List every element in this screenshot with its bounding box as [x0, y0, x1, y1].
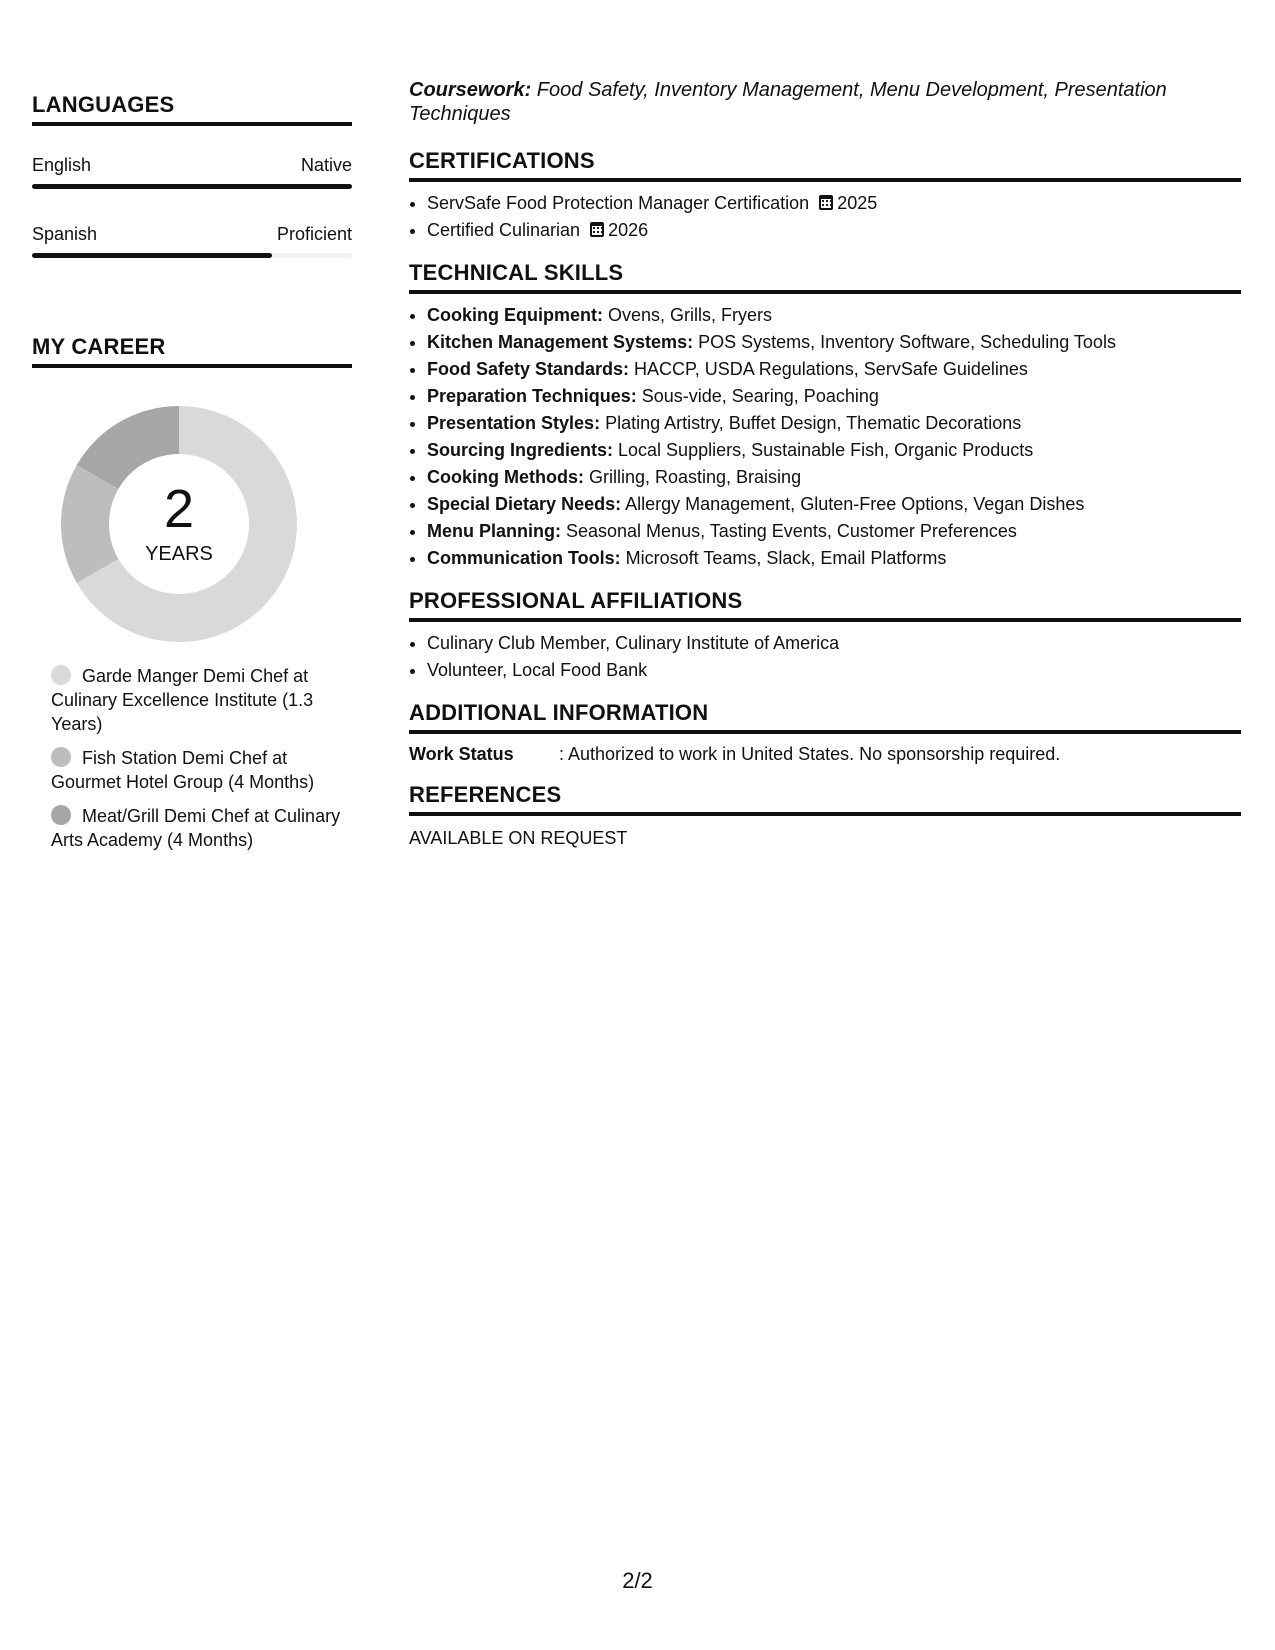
legend-label: Garde Manger Demi Chef at Culinary Excellence Institute (1.3 Years) [51, 666, 314, 734]
language-level: Proficient [276, 224, 352, 244]
skill-label: Food Safety Standards: [427, 359, 630, 379]
list-item [427, 217, 1241, 244]
skill-value: Allergy Management, Gluten-Free Options, Vegan Dishes [621, 494, 1085, 514]
list-item [427, 329, 1241, 356]
skill-label: Presentation Styles: [427, 413, 601, 433]
list-item [427, 383, 1241, 410]
career-donut-chart [32, 394, 352, 654]
work-status-value: : Authorized to work in United States. No sponsorship required. [559, 744, 1061, 764]
list-item [427, 491, 1241, 518]
languages-title: LANGUAGES [32, 92, 352, 126]
skill-value: HACCP, USDA Regulations, ServSafe Guidelines [629, 359, 1028, 379]
calendar-icon [590, 222, 604, 237]
skill-value: Local Suppliers, Sustainable Fish, Organic Products [613, 440, 1034, 460]
skill-label: Special Dietary Needs: [427, 494, 622, 514]
language-bar-track [32, 253, 352, 258]
coursework-label: Coursework: [409, 79, 532, 101]
list-item [427, 437, 1241, 464]
legend-item [32, 746, 352, 794]
list-item [427, 356, 1241, 383]
list-item [427, 190, 1241, 217]
career-donut-svg [32, 394, 352, 654]
skill-value: Seasonal Menus, Tasting Events, Customer Preferences [561, 521, 1017, 541]
career-total-unit: YEARS [145, 543, 213, 565]
skill-label: Cooking Equipment: [427, 305, 603, 325]
page-number: 2/2 [622, 1568, 653, 1593]
calendar-icon [819, 195, 833, 210]
work-status-row [409, 742, 1241, 766]
skill-value: Plating Artistry, Buffet Design, Thematic Decorations [600, 413, 1022, 433]
certification-year: 2025 [837, 193, 878, 213]
list-item [427, 302, 1241, 329]
legend-label: Meat/Grill Demi Chef at Culinary Arts Academy (4 Months) [51, 806, 341, 850]
work-status-label: Work Status [409, 744, 514, 764]
skill-value: Ovens, Grills, Fryers [602, 305, 772, 325]
career-title: MY CAREER [32, 334, 352, 368]
additional-info-title: ADDITIONAL INFORMATION [409, 700, 1241, 734]
language-level: Native [300, 155, 352, 175]
coursework [409, 78, 1241, 126]
list-item [427, 464, 1241, 491]
language-bar-track [32, 184, 352, 189]
language-bar-fill [32, 184, 352, 189]
certification-year: 2026 [608, 220, 649, 240]
coursework-text: Food Safety, Inventory Management, Menu Development, Presentation Techniques [409, 79, 1167, 125]
skill-label: Sourcing Ingredients: [427, 440, 614, 460]
language-item-spanish [32, 223, 352, 258]
career-total-value: 2 [163, 479, 195, 539]
list-item: • Culinary Club Member, Culinary Institute of America [427, 630, 1241, 657]
legend-dot [51, 747, 71, 767]
skill-value: Microsoft Teams, Slack, Email Platforms [620, 548, 947, 568]
certification-name: Certified Culinarian [427, 220, 581, 240]
right-column [409, 78, 1241, 850]
references-title: REFERENCES [409, 782, 1241, 816]
skill-label: Menu Planning: [427, 521, 561, 541]
skill-value: POS Systems, Inventory Software, Scheduling Tools [693, 332, 1116, 352]
legend-dot [51, 805, 71, 825]
legend-item [32, 664, 352, 736]
list-item: • Volunteer, Local Food Bank [427, 657, 1241, 684]
skill-label: Communication Tools: [427, 548, 621, 568]
legend-item [32, 804, 352, 852]
skill-value: Grilling, Roasting, Braising [583, 467, 802, 487]
left-column [32, 92, 352, 862]
list-item [427, 545, 1241, 572]
list-item [427, 518, 1241, 545]
skill-value: Sous-vide, Searing, Poaching [636, 386, 879, 406]
affiliations-list [409, 630, 1241, 684]
list-item [427, 410, 1241, 437]
legend-dot [51, 665, 71, 685]
references-text: AVAILABLE ON REQUEST [409, 828, 628, 848]
skill-label: Preparation Techniques: [427, 386, 637, 406]
skill-label: Cooking Methods: [427, 467, 584, 487]
technical-skills-list [409, 302, 1241, 572]
career-legend [32, 664, 352, 852]
technical-skills-title: TECHNICAL SKILLS [409, 260, 1241, 294]
affiliations-title: PROFESSIONAL AFFILIATIONS [409, 588, 1241, 622]
skill-label: Kitchen Management Systems: [427, 332, 694, 352]
language-item-english [32, 154, 352, 189]
certifications-title: CERTIFICATIONS [409, 148, 1241, 182]
certification-name: ServSafe Food Protection Manager Certification [427, 193, 810, 213]
certifications-list [409, 190, 1241, 244]
legend-label: Fish Station Demi Chef at Gourmet Hotel Group (4 Months) [51, 748, 315, 792]
language-name: Spanish [32, 224, 98, 244]
language-bar-fill [32, 253, 272, 258]
language-name: English [32, 155, 92, 175]
